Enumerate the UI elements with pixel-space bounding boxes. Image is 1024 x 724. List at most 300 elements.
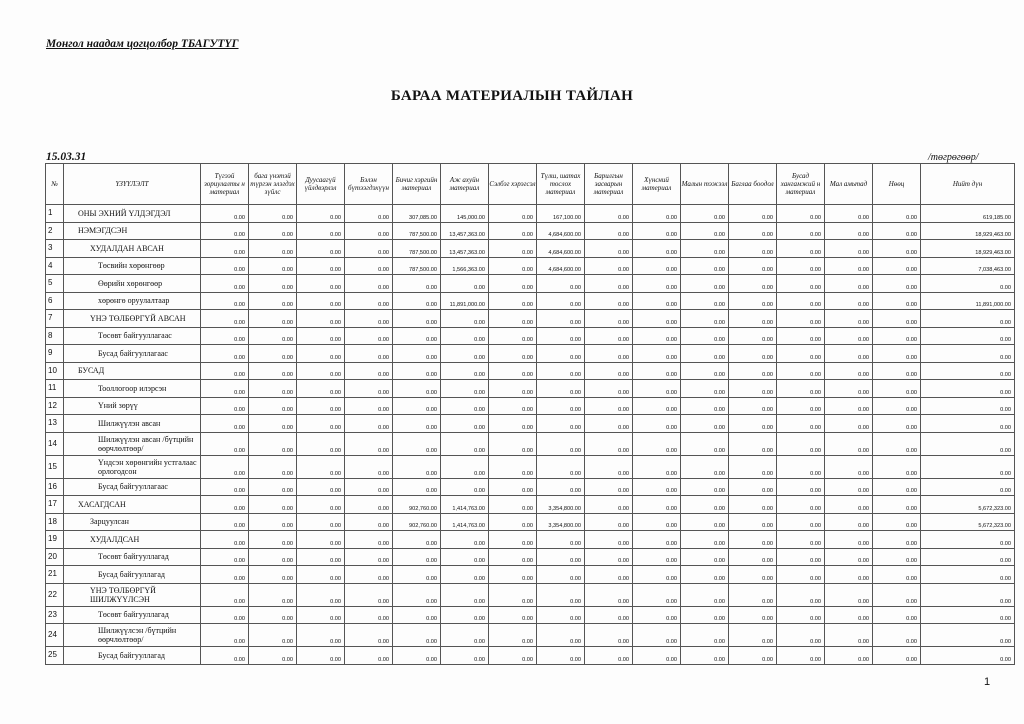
table-cell: 787,500.00 bbox=[393, 222, 441, 240]
table-cell: 0.00 bbox=[777, 647, 825, 665]
table-cell: 0.00 bbox=[489, 455, 537, 478]
row-label: ҮНЭ ТӨЛБӨРГҮЙ АВСАН bbox=[64, 310, 201, 328]
column-header: Дуусаагүй үйлдвэрлэл bbox=[297, 164, 345, 205]
table-cell: 0.00 bbox=[825, 327, 873, 345]
table-row bbox=[46, 432, 1015, 455]
table-cell: 0.00 bbox=[441, 327, 489, 345]
table-cell: 0.00 bbox=[921, 345, 1015, 363]
table-cell: 0.00 bbox=[345, 531, 393, 549]
table-cell: 0.00 bbox=[393, 275, 441, 293]
table-cell: 0.00 bbox=[729, 624, 777, 647]
table-cell: 0.00 bbox=[393, 327, 441, 345]
table-cell: 0.00 bbox=[297, 647, 345, 665]
table-cell: 0.00 bbox=[537, 362, 585, 380]
table-cell: 0.00 bbox=[729, 240, 777, 258]
table-cell: 0.00 bbox=[585, 455, 633, 478]
table-cell: 0.00 bbox=[825, 397, 873, 415]
table-cell: 1,414,763.00 bbox=[441, 496, 489, 514]
table-cell: 0.00 bbox=[345, 292, 393, 310]
column-header: Нөөц bbox=[873, 164, 921, 205]
table-cell: 0.00 bbox=[825, 205, 873, 223]
table-cell: 0.00 bbox=[201, 397, 249, 415]
table-cell: 0.00 bbox=[393, 455, 441, 478]
table-cell: 0.00 bbox=[393, 647, 441, 665]
table-cell: 0.00 bbox=[921, 624, 1015, 647]
table-cell: 0.00 bbox=[729, 310, 777, 328]
table-cell: 0.00 bbox=[729, 455, 777, 478]
column-header: Хүнсний материал bbox=[633, 164, 681, 205]
table-cell: 0.00 bbox=[585, 415, 633, 433]
table-cell: 0.00 bbox=[921, 362, 1015, 380]
table-cell: 0.00 bbox=[777, 310, 825, 328]
table-cell: 0.00 bbox=[681, 548, 729, 566]
table-cell: 0.00 bbox=[393, 292, 441, 310]
row-number: 15 bbox=[46, 455, 64, 478]
table-cell: 0.00 bbox=[825, 496, 873, 514]
table-cell: 0.00 bbox=[537, 478, 585, 496]
table-cell: 0.00 bbox=[201, 548, 249, 566]
table-cell: 0.00 bbox=[537, 415, 585, 433]
table-cell: 0.00 bbox=[873, 478, 921, 496]
table-row bbox=[46, 397, 1015, 415]
table-cell: 0.00 bbox=[537, 531, 585, 549]
table-cell: 0.00 bbox=[681, 397, 729, 415]
table-cell: 0.00 bbox=[489, 275, 537, 293]
table-cell: 0.00 bbox=[729, 345, 777, 363]
table-row bbox=[46, 455, 1015, 478]
table-cell: 0.00 bbox=[489, 362, 537, 380]
row-number: 9 bbox=[46, 345, 64, 363]
table-cell: 0.00 bbox=[777, 380, 825, 398]
table-cell: 0.00 bbox=[825, 380, 873, 398]
table-cell: 0.00 bbox=[537, 606, 585, 624]
table-cell: 0.00 bbox=[777, 583, 825, 606]
table-cell: 0.00 bbox=[345, 647, 393, 665]
table-cell: 0.00 bbox=[633, 205, 681, 223]
table-cell: 0.00 bbox=[873, 362, 921, 380]
table-cell: 0.00 bbox=[729, 513, 777, 531]
table-cell: 0.00 bbox=[297, 455, 345, 478]
row-label: Төсвийн хөрөнгөөр bbox=[64, 257, 201, 275]
column-header: Мал амьтад bbox=[825, 164, 873, 205]
row-number: 7 bbox=[46, 310, 64, 328]
table-cell: 0.00 bbox=[297, 566, 345, 584]
table-cell: 0.00 bbox=[825, 566, 873, 584]
table-cell: 0.00 bbox=[441, 583, 489, 606]
table-cell: 0.00 bbox=[345, 222, 393, 240]
table-cell: 0.00 bbox=[201, 432, 249, 455]
table-cell: 0.00 bbox=[201, 205, 249, 223]
table-cell: 0.00 bbox=[537, 327, 585, 345]
table-cell: 0.00 bbox=[393, 380, 441, 398]
table-cell: 0.00 bbox=[633, 362, 681, 380]
table-cell: 0.00 bbox=[681, 455, 729, 478]
table-cell: 0.00 bbox=[825, 222, 873, 240]
table-cell: 0.00 bbox=[297, 257, 345, 275]
table-cell: 0.00 bbox=[249, 478, 297, 496]
table-cell: 18,929,463.00 bbox=[921, 240, 1015, 258]
table-row bbox=[46, 240, 1015, 258]
row-label: Шилжүүлэн авсан /бүтцийн өөрчлөлтөөр/ bbox=[64, 432, 201, 455]
table-cell: 0.00 bbox=[681, 624, 729, 647]
table-cell: 0.00 bbox=[633, 548, 681, 566]
table-cell: 0.00 bbox=[873, 647, 921, 665]
row-label: ХУДАЛДСАН bbox=[64, 531, 201, 549]
table-cell: 0.00 bbox=[873, 275, 921, 293]
table-cell: 0.00 bbox=[585, 257, 633, 275]
table-cell: 0.00 bbox=[297, 222, 345, 240]
table-cell: 0.00 bbox=[729, 292, 777, 310]
table-cell: 0.00 bbox=[249, 415, 297, 433]
table-cell: 0.00 bbox=[297, 275, 345, 293]
table-cell: 0.00 bbox=[489, 380, 537, 398]
table-cell: 0.00 bbox=[249, 432, 297, 455]
table-cell: 0.00 bbox=[729, 327, 777, 345]
table-cell: 0.00 bbox=[585, 566, 633, 584]
table-cell: 0.00 bbox=[873, 432, 921, 455]
table-cell: 0.00 bbox=[345, 362, 393, 380]
table-cell: 0.00 bbox=[777, 257, 825, 275]
table-cell: 0.00 bbox=[297, 432, 345, 455]
table-row bbox=[46, 275, 1015, 293]
table-cell: 0.00 bbox=[393, 531, 441, 549]
row-label: Үний зөрүү bbox=[64, 397, 201, 415]
table-cell: 0.00 bbox=[297, 496, 345, 514]
table-cell: 0.00 bbox=[777, 624, 825, 647]
table-cell: 0.00 bbox=[201, 222, 249, 240]
row-label: ХУДАЛДАН АВСАН bbox=[64, 240, 201, 258]
table-cell: 0.00 bbox=[489, 647, 537, 665]
table-cell: 0.00 bbox=[537, 275, 585, 293]
table-cell: 0.00 bbox=[297, 397, 345, 415]
table-cell: 0.00 bbox=[777, 548, 825, 566]
table-cell: 0.00 bbox=[489, 310, 537, 328]
table-cell: 0.00 bbox=[873, 240, 921, 258]
table-cell: 0.00 bbox=[249, 362, 297, 380]
table-cell: 0.00 bbox=[921, 583, 1015, 606]
row-number: 5 bbox=[46, 275, 64, 293]
table-cell: 0.00 bbox=[297, 362, 345, 380]
row-number: 1 bbox=[46, 205, 64, 223]
table-cell: 0.00 bbox=[777, 478, 825, 496]
table-cell: 0.00 bbox=[729, 362, 777, 380]
row-label: Бусад байгууллагад bbox=[64, 647, 201, 665]
table-cell: 0.00 bbox=[537, 310, 585, 328]
table-cell: 0.00 bbox=[489, 496, 537, 514]
row-label: Бусад байгууллагаас bbox=[64, 478, 201, 496]
table-cell: 0.00 bbox=[537, 380, 585, 398]
table-cell: 0.00 bbox=[345, 624, 393, 647]
table-cell: 0.00 bbox=[921, 432, 1015, 455]
table-cell: 0.00 bbox=[297, 205, 345, 223]
table-cell: 0.00 bbox=[681, 222, 729, 240]
table-cell: 5,672,323.00 bbox=[921, 496, 1015, 514]
table-cell: 0.00 bbox=[681, 583, 729, 606]
row-label: ХАСАГДСАН bbox=[64, 496, 201, 514]
table-cell: 0.00 bbox=[681, 275, 729, 293]
table-cell: 0.00 bbox=[633, 380, 681, 398]
table-cell: 0.00 bbox=[729, 222, 777, 240]
table-cell: 0.00 bbox=[873, 496, 921, 514]
table-cell: 0.00 bbox=[585, 478, 633, 496]
table-cell: 902,760.00 bbox=[393, 496, 441, 514]
row-label: НЭМЭГДСЭН bbox=[64, 222, 201, 240]
table-cell: 0.00 bbox=[297, 292, 345, 310]
table-cell: 0.00 bbox=[681, 432, 729, 455]
table-cell: 0.00 bbox=[729, 531, 777, 549]
page-number: 1 bbox=[984, 676, 991, 688]
table-cell: 0.00 bbox=[825, 345, 873, 363]
table-cell: 0.00 bbox=[345, 548, 393, 566]
materials-report-table bbox=[45, 163, 1015, 665]
table-cell: 0.00 bbox=[345, 205, 393, 223]
table-cell: 0.00 bbox=[777, 205, 825, 223]
table-cell: 0.00 bbox=[633, 275, 681, 293]
table-cell: 0.00 bbox=[297, 606, 345, 624]
table-cell: 0.00 bbox=[585, 513, 633, 531]
table-cell: 0.00 bbox=[777, 362, 825, 380]
table-cell: 13,457,363.00 bbox=[441, 240, 489, 258]
table-cell: 0.00 bbox=[681, 292, 729, 310]
table-cell: 0.00 bbox=[297, 478, 345, 496]
table-cell: 0.00 bbox=[345, 380, 393, 398]
table-cell: 0.00 bbox=[441, 432, 489, 455]
table-cell: 0.00 bbox=[585, 606, 633, 624]
table-cell: 0.00 bbox=[249, 513, 297, 531]
table-cell: 0.00 bbox=[441, 566, 489, 584]
table-cell: 0.00 bbox=[921, 397, 1015, 415]
table-cell: 0.00 bbox=[537, 647, 585, 665]
table-cell: 0.00 bbox=[873, 345, 921, 363]
table-cell: 0.00 bbox=[633, 606, 681, 624]
table-cell: 0.00 bbox=[681, 647, 729, 665]
table-cell: 0.00 bbox=[777, 513, 825, 531]
table-cell: 0.00 bbox=[489, 513, 537, 531]
table-cell: 0.00 bbox=[297, 531, 345, 549]
table-cell: 0.00 bbox=[201, 327, 249, 345]
table-cell: 0.00 bbox=[633, 345, 681, 363]
table-cell: 0.00 bbox=[921, 380, 1015, 398]
table-row bbox=[46, 205, 1015, 223]
table-cell: 0.00 bbox=[633, 455, 681, 478]
table-cell: 0.00 bbox=[201, 496, 249, 514]
column-header: Аж ахуйн материал bbox=[441, 164, 489, 205]
table-cell: 0.00 bbox=[489, 327, 537, 345]
table-row bbox=[46, 583, 1015, 606]
row-label: ОНЫ ЭХНИЙ ҮЛДЭГДЭЛ bbox=[64, 205, 201, 223]
table-cell: 0.00 bbox=[297, 548, 345, 566]
table-cell: 0.00 bbox=[297, 240, 345, 258]
table-cell: 0.00 bbox=[633, 531, 681, 549]
table-cell: 0.00 bbox=[825, 548, 873, 566]
table-cell: 0.00 bbox=[249, 222, 297, 240]
table-row bbox=[46, 292, 1015, 310]
table-row bbox=[46, 566, 1015, 584]
table-cell: 0.00 bbox=[345, 397, 393, 415]
table-cell: 0.00 bbox=[873, 624, 921, 647]
row-number: 17 bbox=[46, 496, 64, 514]
column-header: Баглаа боодол bbox=[729, 164, 777, 205]
row-number: 8 bbox=[46, 327, 64, 345]
table-cell: 0.00 bbox=[393, 606, 441, 624]
report-title: БАРАА МАТЕРИАЛЫН ТАЙЛАН bbox=[390, 88, 634, 104]
column-header: № bbox=[46, 164, 64, 205]
row-number: 10 bbox=[46, 362, 64, 380]
table-cell: 0.00 bbox=[489, 606, 537, 624]
table-cell: 0.00 bbox=[393, 345, 441, 363]
table-cell: 0.00 bbox=[681, 380, 729, 398]
table-cell: 0.00 bbox=[537, 624, 585, 647]
table-cell: 0.00 bbox=[585, 205, 633, 223]
row-label: Тооллогоор илэрсэн bbox=[64, 380, 201, 398]
table-cell: 1,414,763.00 bbox=[441, 513, 489, 531]
table-cell: 0.00 bbox=[345, 240, 393, 258]
table-cell: 0.00 bbox=[393, 397, 441, 415]
table-cell: 0.00 bbox=[825, 275, 873, 293]
table-cell: 0.00 bbox=[441, 455, 489, 478]
table-row bbox=[46, 548, 1015, 566]
table-cell: 0.00 bbox=[729, 432, 777, 455]
table-cell: 0.00 bbox=[537, 566, 585, 584]
table-cell: 0.00 bbox=[921, 455, 1015, 478]
table-cell: 0.00 bbox=[585, 222, 633, 240]
table-cell: 0.00 bbox=[681, 531, 729, 549]
table-cell: 0.00 bbox=[249, 455, 297, 478]
table-cell: 0.00 bbox=[537, 548, 585, 566]
table-cell: 0.00 bbox=[729, 496, 777, 514]
table-cell: 0.00 bbox=[537, 455, 585, 478]
table-cell: 3,354,800.00 bbox=[537, 496, 585, 514]
table-cell: 0.00 bbox=[201, 345, 249, 363]
table-cell: 0.00 bbox=[729, 380, 777, 398]
table-cell: 0.00 bbox=[873, 583, 921, 606]
table-cell: 0.00 bbox=[777, 327, 825, 345]
table-cell: 0.00 bbox=[441, 275, 489, 293]
row-label: БУСАД bbox=[64, 362, 201, 380]
table-cell: 0.00 bbox=[873, 548, 921, 566]
table-cell: 0.00 bbox=[825, 478, 873, 496]
table-cell: 0.00 bbox=[441, 415, 489, 433]
table-cell: 0.00 bbox=[249, 345, 297, 363]
table-cell: 0.00 bbox=[393, 548, 441, 566]
row-number: 2 bbox=[46, 222, 64, 240]
table-cell: 0.00 bbox=[297, 513, 345, 531]
table-row bbox=[46, 257, 1015, 275]
table-cell: 0.00 bbox=[249, 624, 297, 647]
table-cell: 0.00 bbox=[201, 566, 249, 584]
table-cell: 0.00 bbox=[825, 513, 873, 531]
table-body bbox=[46, 205, 1015, 665]
table-cell: 0.00 bbox=[345, 257, 393, 275]
table-cell: 0.00 bbox=[777, 566, 825, 584]
table-cell: 0.00 bbox=[633, 513, 681, 531]
column-header: Нийт дүн bbox=[921, 164, 1015, 205]
table-cell: 0.00 bbox=[441, 624, 489, 647]
table-cell: 0.00 bbox=[441, 606, 489, 624]
table-cell: 0.00 bbox=[585, 624, 633, 647]
table-cell: 3,354,800.00 bbox=[537, 513, 585, 531]
table-cell: 7,038,463.00 bbox=[921, 257, 1015, 275]
table-cell: 0.00 bbox=[681, 606, 729, 624]
table-cell: 0.00 bbox=[873, 566, 921, 584]
table-cell: 0.00 bbox=[537, 432, 585, 455]
table-cell: 0.00 bbox=[537, 583, 585, 606]
table-cell: 0.00 bbox=[201, 647, 249, 665]
table-cell: 0.00 bbox=[585, 432, 633, 455]
table-cell: 0.00 bbox=[489, 345, 537, 363]
table-cell: 0.00 bbox=[441, 531, 489, 549]
table-cell: 0.00 bbox=[489, 205, 537, 223]
row-label: Өөрийн хөрөнгөөр bbox=[64, 275, 201, 293]
table-cell: 0.00 bbox=[873, 257, 921, 275]
table-cell: 0.00 bbox=[249, 257, 297, 275]
table-cell: 0.00 bbox=[585, 531, 633, 549]
table-cell: 0.00 bbox=[777, 345, 825, 363]
table-cell: 0.00 bbox=[297, 327, 345, 345]
table-cell: 0.00 bbox=[585, 583, 633, 606]
table-row bbox=[46, 624, 1015, 647]
table-cell: 0.00 bbox=[489, 583, 537, 606]
row-number: 11 bbox=[46, 380, 64, 398]
organization-name: Монгол наадам цогцолбор ТБАГУТҮГ bbox=[46, 38, 239, 50]
table-cell: 4,684,600.00 bbox=[537, 257, 585, 275]
row-number: 20 bbox=[46, 548, 64, 566]
table-cell: 0.00 bbox=[873, 415, 921, 433]
column-header: Сэлбэг хэрэгсэл bbox=[489, 164, 537, 205]
table-row bbox=[46, 531, 1015, 549]
table-cell: 0.00 bbox=[585, 496, 633, 514]
table-cell: 0.00 bbox=[825, 531, 873, 549]
column-header: ҮЗҮҮЛЭЛТ bbox=[64, 164, 201, 205]
table-cell: 0.00 bbox=[345, 478, 393, 496]
row-label: Үндсэн хөрөнгийн устгалаас орлогодсон bbox=[64, 455, 201, 478]
table-cell: 0.00 bbox=[489, 566, 537, 584]
table-cell: 0.00 bbox=[873, 455, 921, 478]
table-cell: 0.00 bbox=[873, 397, 921, 415]
table-cell: 0.00 bbox=[633, 647, 681, 665]
row-number: 12 bbox=[46, 397, 64, 415]
table-cell: 0.00 bbox=[249, 647, 297, 665]
column-header: Түлш, шатах тослох материал bbox=[537, 164, 585, 205]
row-number: 13 bbox=[46, 415, 64, 433]
table-cell: 0.00 bbox=[345, 345, 393, 363]
column-header: Малын тэжээл bbox=[681, 164, 729, 205]
table-cell: 0.00 bbox=[345, 275, 393, 293]
table-cell: 0.00 bbox=[825, 292, 873, 310]
table-cell: 0.00 bbox=[441, 478, 489, 496]
column-header: Түгээй зориулалты н материал bbox=[201, 164, 249, 205]
table-cell: 5,672,323.00 bbox=[921, 513, 1015, 531]
table-cell: 0.00 bbox=[777, 496, 825, 514]
table-cell: 0.00 bbox=[921, 531, 1015, 549]
table-cell: 0.00 bbox=[585, 397, 633, 415]
table-cell: 0.00 bbox=[681, 327, 729, 345]
table-cell: 0.00 bbox=[633, 496, 681, 514]
table-cell: 0.00 bbox=[345, 583, 393, 606]
table-cell: 0.00 bbox=[825, 310, 873, 328]
table-cell: 0.00 bbox=[825, 583, 873, 606]
column-header: Бэлэн бүтээгдэхүүн bbox=[345, 164, 393, 205]
table-cell: 0.00 bbox=[633, 566, 681, 584]
table-row bbox=[46, 606, 1015, 624]
table-cell: 0.00 bbox=[681, 362, 729, 380]
table-cell: 0.00 bbox=[441, 310, 489, 328]
table-cell: 0.00 bbox=[489, 432, 537, 455]
table-cell: 11,891,000.00 bbox=[921, 292, 1015, 310]
table-cell: 0.00 bbox=[585, 345, 633, 363]
table-cell: 0.00 bbox=[537, 292, 585, 310]
table-cell: 0.00 bbox=[441, 548, 489, 566]
